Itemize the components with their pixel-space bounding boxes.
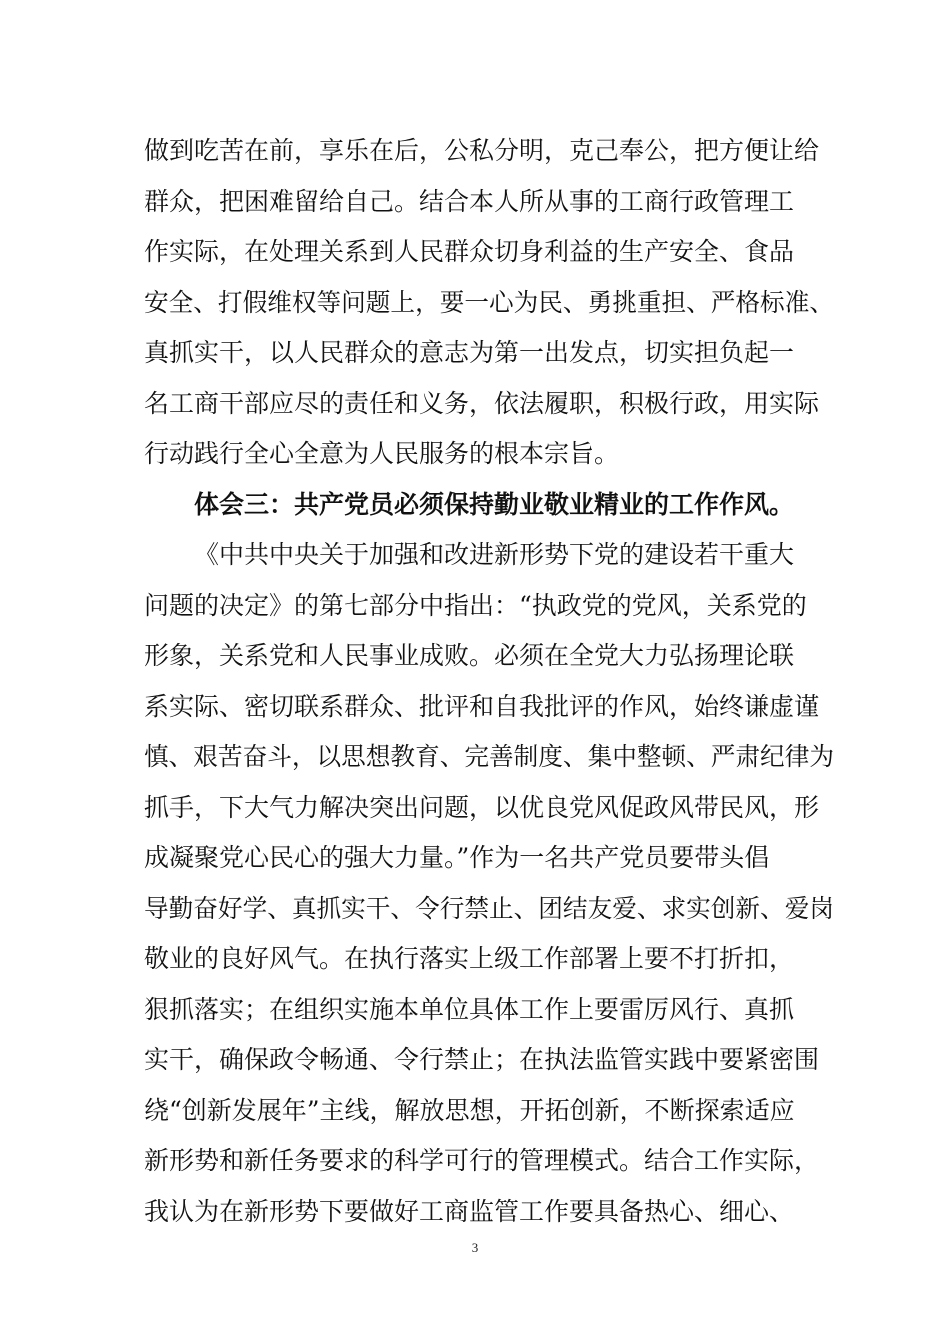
text-line: 形象，关系党和人民事业成败。必须在全党大力弘扬理论联 [144,641,795,670]
text-line: 作实际，在处理关系到人民群众切身利益的生产安全、食品 [144,237,795,266]
text-line: 敬业的良好风气。在执行落实上级工作部署上要不打折扣， [144,944,795,973]
text-line: 安全、打假维权等问题上，要一心为民、勇挑重担、严格标准、 [144,287,834,317]
page-number: 3 [471,1240,479,1255]
text-line: 名工商干部应尽的责任和义务，依法履职，积极行政，用实际 [144,388,820,418]
text-line: 绕“创新发展年”主线，解放思想，开拓创新，不断探索适应 [144,1095,795,1125]
text-line: 慎、艰苦奋斗，以思想教育、完善制度、集中整顿、严肃纪律为 [144,742,834,771]
text-line: 新形势和新任务要求的科学可行的管理模式。结合工作实际， [144,1146,820,1175]
text-line: 群众，把困难留给自己。结合本人所从事的工商行政管理工 [144,186,795,216]
text-line: 我认为在新形势下要做好工商监管工作要具备热心、细心、 [144,1196,795,1226]
text-line: 成凝聚党心民心的强大力量。”作为一名共产党员要带头倡 [144,843,770,872]
text-line: 真抓实干，以人民群众的意志为第一出发点，切实担负起一 [144,338,795,367]
text-line: 狠抓落实；在组织实施本单位具体工作上要雷厉风行、真抓 [144,994,795,1024]
text-line: 系实际、密切联系群众、批评和自我批评的作风，始终谦虚谨 [144,691,820,721]
section-heading: 体会三：共产党员必须保持勤业敬业精业的工作作风。 [194,489,795,519]
text-line: 抓手，下大气力解决突出问题，以优良党风促政风带民风，形 [144,792,820,822]
text-line: 行动践行全心全意为人民服务的根本宗旨。 [144,439,620,468]
text-line: 做到吃苦在前，享乐在后，公私分明，克己奉公，把方便让给 [144,136,820,165]
text-line: 导勤奋好学、真抓实干、令行禁止、团结友爱、求实创新、爱岗 [144,893,834,923]
text-line: 问题的决定》的第七部分中指出：“执政党的党风，关系党的 [144,590,807,620]
text-line: 实干，确保政令畅通、令行禁止；在执法监管实践中要紧密围 [144,1045,820,1074]
body-text [144,126,834,1237]
paragraph-first-line: 《中共中央关于加强和改进新形势下党的建设若干重大 [194,540,795,569]
